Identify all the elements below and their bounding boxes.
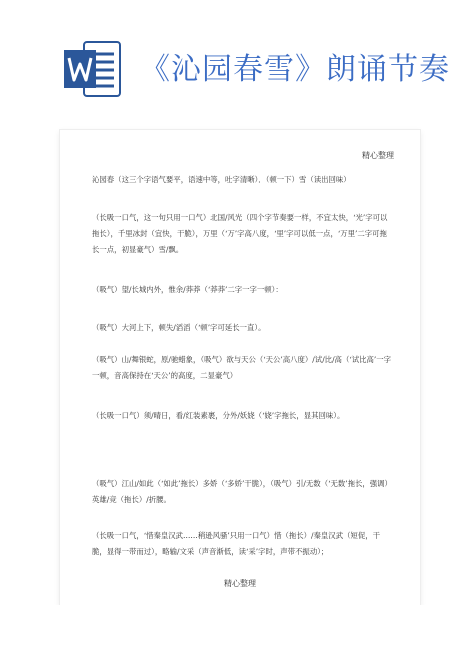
- paragraph-1: 沁园春（这三个字语气要平，语速中等，吐字清晰）．（顿一下）雪（读出回味）: [92, 175, 351, 184]
- page-header: 精心整理: [362, 151, 394, 160]
- paragraph-6: （长吸一口气）须/晴日，看/红装素裹，分外/妖娆（‘娆’字拖长，显其回味）。: [92, 411, 345, 420]
- banner: [0, 0, 474, 130]
- paragraph-8: （长吸一口气，‘惜秦皇汉武……稍逊风骚’只用一口气）惜（拖长）/秦皇汉武（短促，干脆，显得一带而过），略输/文采（声音渐低，读‘采’字时，声带不振动）；: [92, 531, 381, 556]
- paragraph-7: （吸气）江山/如此（‘如此’拖长）多娇（‘多娇’干脆），（吸气）引/无数（‘无数’拖长，强调）英雄/竞（拖长）/折腰。: [92, 479, 392, 504]
- document-page: [60, 130, 420, 605]
- page-footer: 精心整理: [224, 579, 256, 588]
- paragraph-2: （长吸一口气，这一句只用一口气）北国/风光（四个字节奏要一样，不宜太快，‘光’字可以拖长），千里冰封（宜快，干脆），万里（‘万’字高八度，‘里’字可以低一点，‘万里’二字可拖长一点，初显豪气）雪/飘。: [92, 213, 388, 254]
- paragraph-5: （吸气）山/舞银蛇，原/驰蜡象，（吸气）欲与天公（‘天公’高八度）/试/比/高（‘试比高’一字一顿，音高保持在‘天公’的高度，二显豪气）: [92, 355, 391, 380]
- paragraph-3: （吸气）望/长城内外，惟余/莽莽（‘莽莽’二字一字一顿）：: [92, 285, 283, 294]
- document-title: 《沁园春雪》朗诵节奏: [140, 52, 450, 87]
- word-doc-icon: [62, 38, 124, 100]
- bottom-background: [0, 605, 474, 669]
- paragraph-4: （吸气）大河上下，顿失/滔滔（‘顿’字可延长一直）。: [92, 323, 266, 332]
